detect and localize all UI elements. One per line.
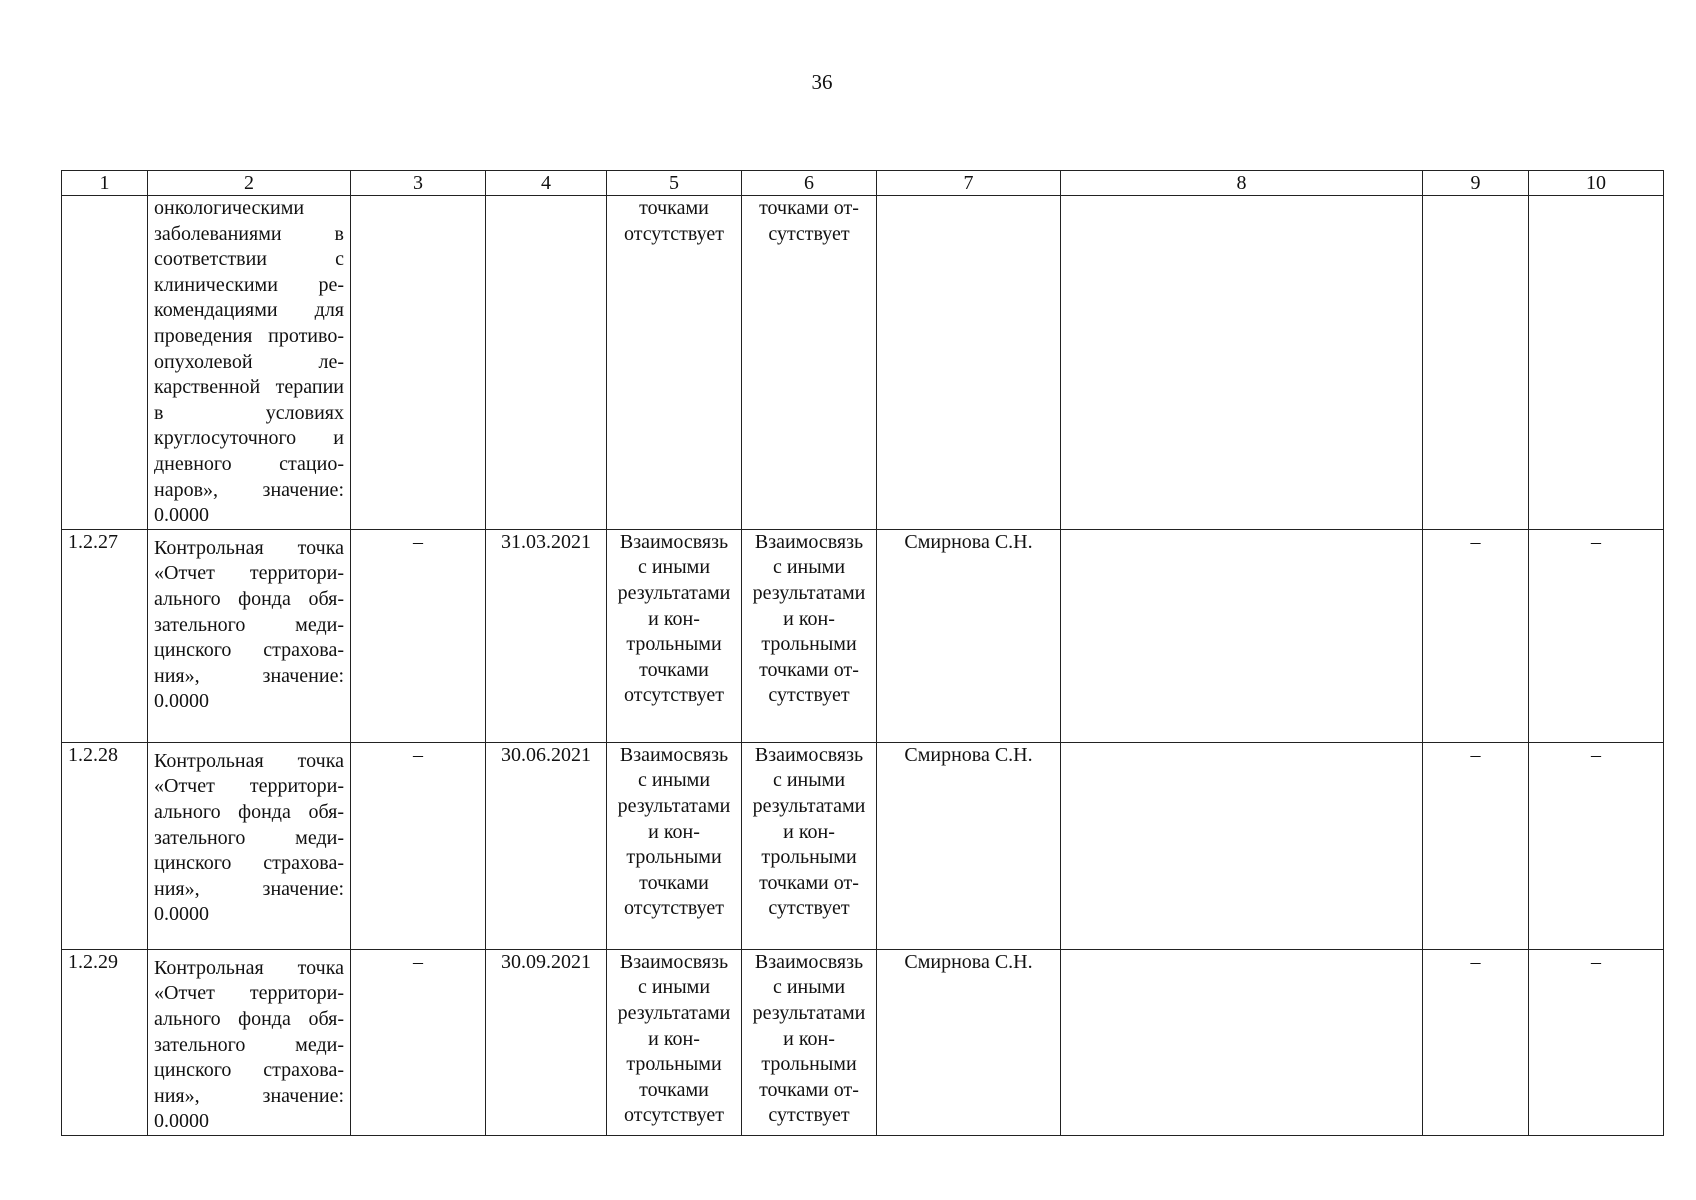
column-header: 7 (877, 171, 1061, 196)
column-header: 10 (1529, 171, 1664, 196)
responsible-cell: Смирнова С.Н. (877, 742, 1061, 949)
responsible-cell (877, 196, 1061, 530)
col9-cell: – (1423, 742, 1529, 949)
col10-cell (1529, 196, 1664, 530)
col3-cell: – (351, 742, 486, 949)
col3-cell (351, 196, 486, 530)
column-header: 8 (1061, 171, 1423, 196)
col9-cell (1423, 196, 1529, 530)
col6-cell: точками отсутствует (742, 196, 877, 530)
col5-cell: Взаимосвязь с иными результатами и контрольными точками отсутствует (607, 742, 742, 949)
column-header: 3 (351, 171, 486, 196)
table-row-continuation (62, 196, 1664, 530)
row-id-cell: 1.2.27 (62, 529, 148, 742)
date-cell (486, 196, 607, 530)
table-row (62, 949, 1664, 1135)
col3-cell: – (351, 949, 486, 1135)
responsible-cell: Смирнова С.Н. (877, 949, 1061, 1135)
col8-cell (1061, 949, 1423, 1135)
col5-cell: Взаимосвязь с иными результатами и контрольными точками отсутствует (607, 529, 742, 742)
col8-cell (1061, 529, 1423, 742)
row-id-cell (62, 196, 148, 530)
table-row (62, 742, 1664, 949)
milestones-table (61, 170, 1664, 1136)
date-cell: 30.06.2021 (486, 742, 607, 949)
col10-cell: – (1529, 949, 1664, 1135)
row-id-cell: 1.2.28 (62, 742, 148, 949)
col6-cell: Взаимосвязь с иными результатами и контрольными точками отсутствует (742, 742, 877, 949)
column-header: 9 (1423, 171, 1529, 196)
col8-cell (1061, 742, 1423, 949)
col8-cell (1061, 196, 1423, 530)
date-cell: 30.09.2021 (486, 949, 607, 1135)
date-cell: 31.03.2021 (486, 529, 607, 742)
col9-cell: – (1423, 949, 1529, 1135)
row-description-cell: Контрольная точка «Отчет территориального фонда обязательного медицинского страхования», значение: 0.0000 (148, 742, 351, 949)
column-header: 2 (148, 171, 351, 196)
row-description-cell: Контрольная точка «Отчет территориального фонда обязательного медицинского страхования», значение: 0.0000 (148, 529, 351, 742)
column-header: 5 (607, 171, 742, 196)
responsible-cell: Смирнова С.Н. (877, 529, 1061, 742)
column-header: 1 (62, 171, 148, 196)
col6-cell: Взаимосвязь с иными результатами и контрольными точками отсутствует (742, 529, 877, 742)
col10-cell: – (1529, 529, 1664, 742)
column-header: 6 (742, 171, 877, 196)
row-id-cell: 1.2.29 (62, 949, 148, 1135)
page-number: 36 (811, 70, 833, 94)
row-description-cell: онкологическими заболеваниями в соответствии с клиническими рекомендациями для проведения противоопухолевой лекарственной терапии в условиях круглосуточного и дневного стационаров», значение: 0.0000 (148, 196, 351, 530)
column-number-header (62, 171, 1664, 196)
col9-cell: – (1423, 529, 1529, 742)
col10-cell: – (1529, 742, 1664, 949)
row-description-cell: Контрольная точка «Отчет территориального фонда обязательного медицинского страхования», значение: 0.0000 (148, 949, 351, 1135)
col3-cell: – (351, 529, 486, 742)
col6-cell: Взаимосвязь с иными результатами и контрольными точками отсутствует (742, 949, 877, 1135)
column-header: 4 (486, 171, 607, 196)
col5-cell: точками отсутствует (607, 196, 742, 530)
table-row (62, 529, 1664, 742)
col5-cell: Взаимосвязь с иными результатами и контрольными точками отсутствует (607, 949, 742, 1135)
